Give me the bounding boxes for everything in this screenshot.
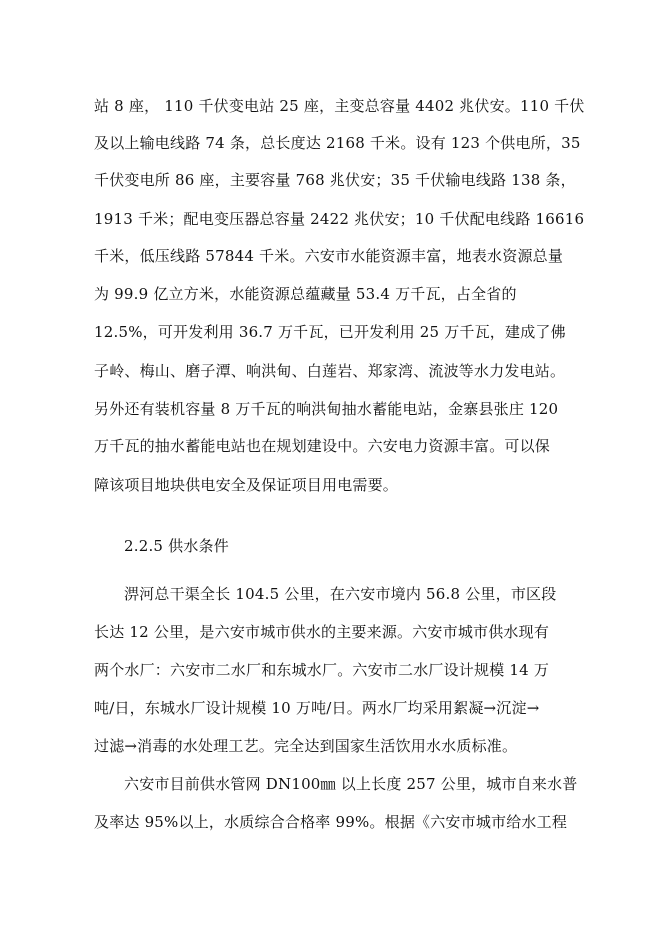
text-line: 1913 千米；配电变压器总容量 2422 兆伏安；10 千伏配电线路 16616 <box>94 210 585 228</box>
text-line: 吨/日，东城水厂设计规模 10 万吨/日。两水厂均采用絮凝→沉淀→ <box>94 699 540 717</box>
section-heading: 2.2.5 供水条件 <box>124 537 229 555</box>
text-line: 为 99.9 亿立方米，水能资源总蕴藏量 53.4 万千瓦，占全省的 <box>94 285 517 303</box>
text-line: 过滤→消毒的水处理工艺。完全达到国家生活饮用水水质标准。 <box>94 737 518 755</box>
text-line: 两个水厂：六安市二水厂和东城水厂。六安市二水厂设计规模 14 万 <box>94 661 550 679</box>
text-line: 千米，低压线路 57844 千米。六安市水能资源丰富，地表水资源总量 <box>94 247 564 265</box>
text-line: 六安市目前供水管网 DN100㎜ 以上长度 257 公里，城市自来水普 <box>124 775 578 793</box>
text-line: 万千瓦的抽水蓄能电站也在规划建设中。六安电力资源丰富。可以保 <box>94 437 551 455</box>
text-line: 长达 12 公里，是六安市城市供水的主要来源。六安市城市供水现有 <box>94 623 550 641</box>
text-line: 12.5%，可开发利用 36.7 万千瓦，已开发利用 25 万千瓦，建成了佛 <box>94 323 566 341</box>
text-line: 站 8 座， 110 千伏变电站 25 座，主变总容量 4402 兆伏安。110 千伏 <box>94 97 585 115</box>
text-line: 及率达 95%以上，水质综合合格率 99%。根据《六安市城市给水工程 <box>94 813 568 831</box>
text-line: 淠河总干渠全长 104.5 公里，在六安市境内 56.8 公里，市区段 <box>124 585 557 603</box>
text-line: 千伏变电所 86 座，主要容量 768 兆伏安；35 千伏输电线路 138 条， <box>94 171 576 189</box>
text-line: 及以上输电线路 74 条，总长度达 2168 千米。设有 123 个供电所，35 <box>94 134 581 152</box>
text-line: 子岭、梅山、磨子潭、响洪甸、白莲岩、郑家湾、流波等水力发电站。 <box>94 362 566 380</box>
text-line: 障该项目地块供电安全及保证项目用电需要。 <box>94 476 399 494</box>
text-line: 另外还有装机容量 8 万千瓦的响洪甸抽水蓄能电站，金寨县张庄 120 <box>94 400 559 418</box>
